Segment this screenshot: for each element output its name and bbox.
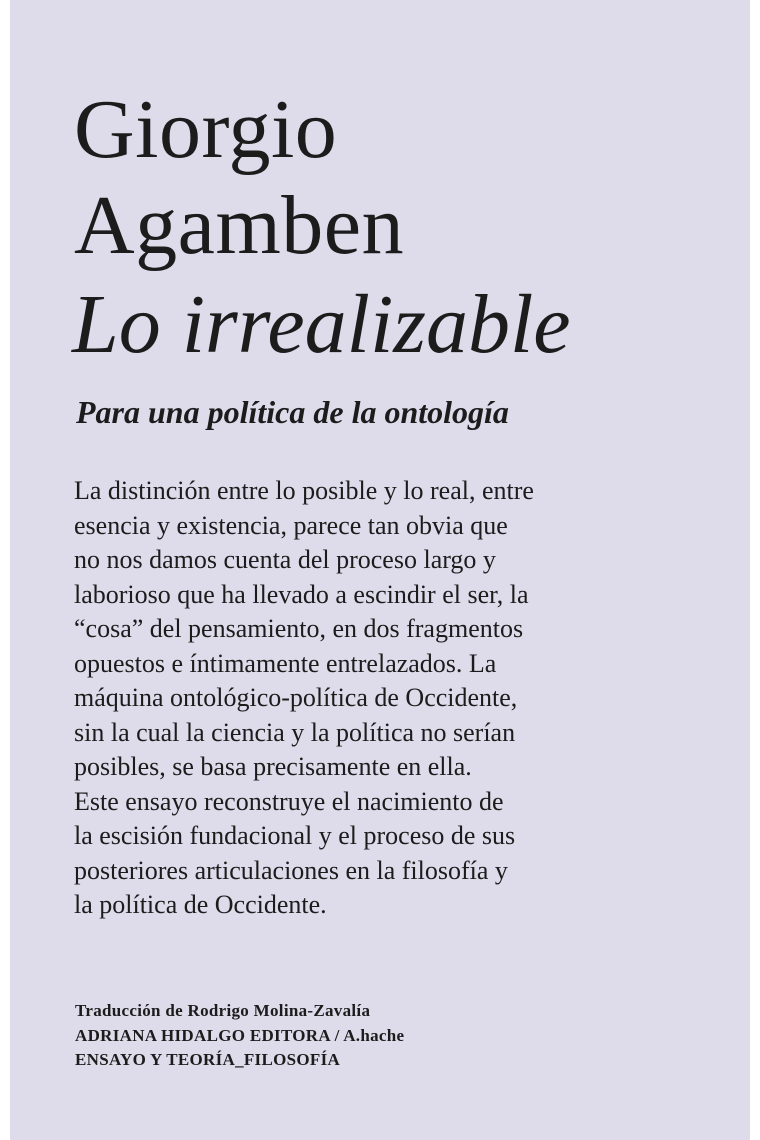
book-subtitle: Para una política de la ontología bbox=[76, 394, 509, 430]
author-last-name: Agamben bbox=[74, 179, 405, 272]
description-line: La distinción entre lo posible y lo real, entre bbox=[74, 476, 534, 505]
translator-credit: Traducción de Rodrigo Molina-Zavalía bbox=[75, 1001, 371, 1020]
author-first-name: Giorgio bbox=[74, 83, 338, 176]
book-cover bbox=[10, 0, 750, 1140]
description-line: esencia y existencia, parece tan obvia que bbox=[74, 510, 508, 540]
description-line: posteriores articulaciones en la filosofía y bbox=[74, 855, 508, 885]
publisher-credit: ADRIANA HIDALGO EDITORA / A.hache bbox=[75, 1025, 405, 1045]
book-title: Lo irrealizable bbox=[72, 278, 571, 371]
collection-credit: ENSAYO Y TEORÍA_FILOSOFÍA bbox=[75, 1050, 341, 1069]
description-line: posibles, se basa precisamente en ella. bbox=[74, 752, 472, 781]
description-line: opuestos e íntimamente entrelazados. La bbox=[74, 648, 497, 678]
description-line: “cosa” del pensamiento, en dos fragmentos bbox=[74, 614, 524, 643]
description-line: Este ensayo reconstruye el nacimiento de bbox=[74, 786, 504, 816]
description-line: sin la cual la ciencia y la política no serían bbox=[74, 717, 516, 747]
book-description bbox=[74, 474, 634, 923]
credits-block bbox=[75, 999, 404, 1073]
description-line: máquina ontológico-política de Occidente, bbox=[74, 683, 518, 712]
author-name bbox=[74, 82, 404, 274]
description-line: laborioso que ha llevado a escindir el ser, la bbox=[74, 579, 529, 609]
description-line: la política de Occidente. bbox=[74, 890, 327, 919]
description-line: no nos damos cuenta del proceso largo y bbox=[74, 545, 496, 574]
description-line: la escisión fundacional y el proceso de sus bbox=[74, 821, 516, 850]
